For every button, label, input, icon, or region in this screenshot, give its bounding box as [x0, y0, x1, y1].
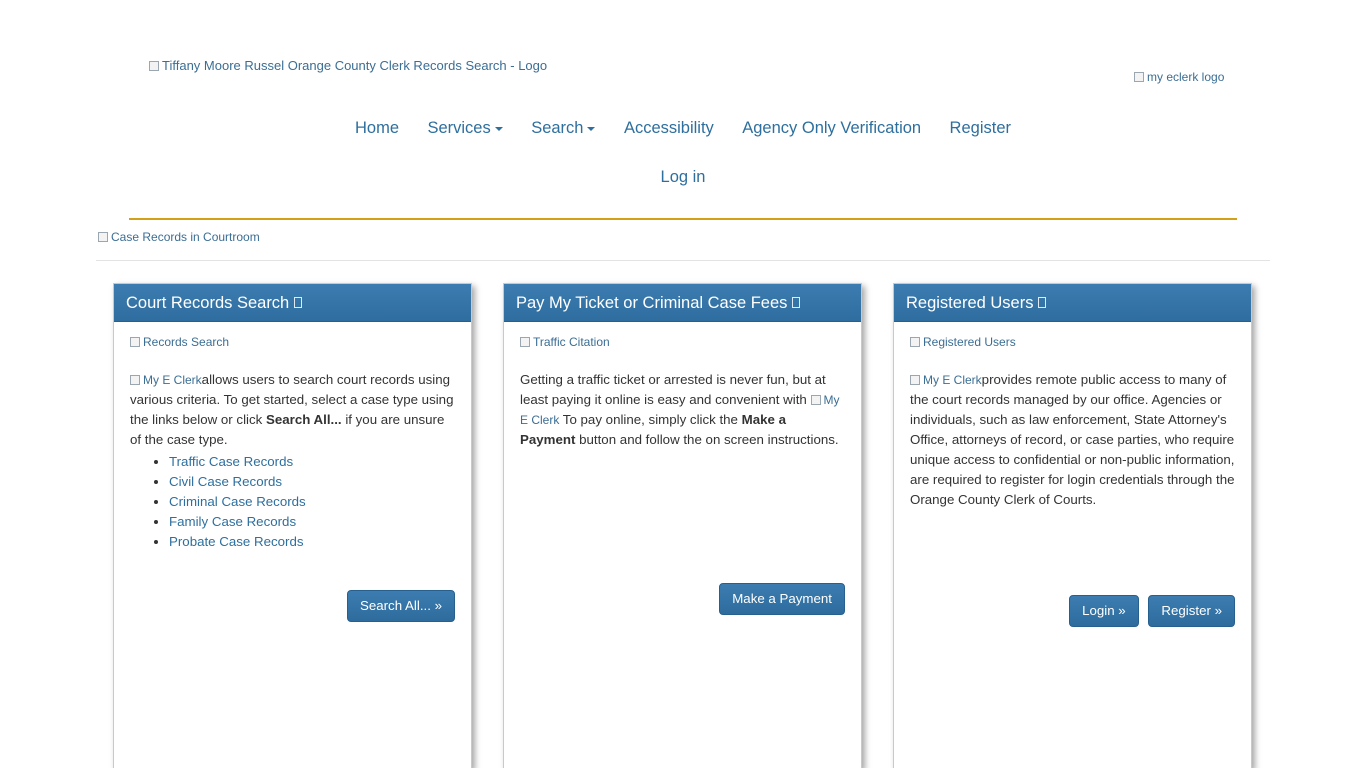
login-button[interactable]: Login » — [1069, 595, 1139, 627]
nav-item-services[interactable] — [415, 108, 514, 148]
court-records-search-description — [130, 370, 455, 450]
site-header — [0, 0, 1366, 222]
broken-image-icon — [1134, 72, 1144, 82]
traffic-citation-broken-image — [520, 332, 845, 352]
records-search-alt-text: Records Search — [143, 335, 230, 349]
broken-image-icon — [910, 337, 920, 347]
hero-banner-broken-image — [96, 222, 1270, 261]
pay-my-ticket-text-part3: button and follow the on screen instructions. — [575, 432, 839, 447]
nav-item-agency-only-verification[interactable] — [730, 108, 933, 148]
registered-users-alt-text: Registered Users — [923, 335, 1016, 349]
missing-glyph-icon — [792, 297, 800, 308]
eclerk-logo-broken-image — [1134, 70, 1224, 84]
broken-image-icon — [910, 375, 920, 385]
broken-image-icon — [130, 337, 140, 347]
site-logo-alt-text: Tiffany Moore Russel Orange County Clerk Records Search - Logo — [162, 58, 548, 73]
registered-users-actions — [1063, 595, 1235, 627]
missing-glyph-icon — [294, 297, 302, 308]
header-divider — [129, 218, 1237, 220]
nav-item-register[interactable] — [938, 108, 1023, 148]
eclerk-logo-alt-text: my eclerk logo — [1147, 70, 1225, 84]
broken-image-icon — [811, 395, 821, 405]
pay-my-ticket-text-part1: Getting a traffic ticket or arrested is never fun, but at least paying it online is easy and convenient with — [520, 372, 826, 407]
panel-pay-my-ticket-title: Pay My Ticket or Criminal Case Fees — [516, 294, 788, 312]
broken-image-icon — [130, 375, 140, 385]
broken-image-icon — [98, 232, 108, 242]
panel-registered-users — [893, 283, 1252, 768]
records-search-broken-image — [130, 332, 455, 352]
main-navigation — [129, 108, 1237, 148]
register-button[interactable]: Register » — [1148, 595, 1235, 627]
site-logo-broken-image — [149, 56, 549, 76]
chevron-down-icon — [495, 127, 503, 131]
case-type-link-list — [130, 452, 455, 552]
nav-item-search-label: Search — [531, 119, 584, 137]
my-e-clerk-inline-broken-image — [130, 373, 202, 387]
nav-item-log-in-label: Log in — [660, 168, 706, 186]
pay-my-ticket-text-part2: To pay online, simply click the — [559, 412, 742, 427]
nav-item-services-label: Services — [427, 119, 491, 137]
panel-registered-users-header — [894, 284, 1251, 322]
list-item — [169, 452, 455, 472]
broken-image-icon — [520, 337, 530, 347]
court-records-search-text-bold: Search All... — [265, 412, 342, 427]
panel-court-records-search-body — [114, 322, 471, 768]
missing-glyph-icon — [1038, 297, 1046, 308]
list-item — [169, 492, 455, 512]
nav-item-home-label: Home — [355, 119, 400, 137]
nav-item-log-in[interactable] — [649, 157, 718, 197]
panel-pay-my-ticket-body — [504, 322, 861, 768]
registered-users-broken-image — [910, 332, 1235, 352]
search-all-button[interactable]: Search All... » — [347, 590, 455, 622]
link-probate-case-records[interactable]: Probate Case Records — [169, 534, 304, 549]
panel-pay-my-ticket-header — [504, 284, 861, 322]
nav-item-search[interactable] — [519, 108, 607, 148]
my-e-clerk-inline-broken-image — [910, 373, 982, 387]
pay-my-ticket-text-bold: Make a Payment — [520, 412, 787, 447]
nav-item-agency-only-verification-label: Agency Only Verification — [742, 119, 922, 137]
nav-item-accessibility-label: Accessibility — [623, 119, 714, 137]
link-traffic-case-records[interactable]: Traffic Case Records — [169, 454, 294, 469]
my-e-clerk-inline-alt-text: My E Clerk — [143, 373, 202, 387]
court-records-search-actions — [341, 590, 455, 622]
link-criminal-case-records[interactable]: Criminal Case Records — [169, 494, 306, 509]
pay-my-ticket-actions — [713, 583, 845, 615]
registered-users-description — [910, 370, 1235, 510]
panel-court-records-search-title: Court Records Search — [126, 294, 290, 312]
main-navigation-second-row — [129, 157, 1237, 197]
chevron-down-icon — [587, 127, 595, 131]
link-civil-case-records[interactable]: Civil Case Records — [169, 474, 283, 489]
list-item — [169, 532, 455, 552]
panel-court-records-search-header — [114, 284, 471, 322]
broken-image-icon — [149, 61, 159, 71]
my-e-clerk-inline-alt-text: My E Clerk — [520, 393, 840, 427]
hero-banner-alt-text: Case Records in Courtroom — [111, 230, 260, 244]
court-records-search-text-part2: if you are unsure of the case type. — [130, 412, 445, 447]
traffic-citation-alt-text: Traffic Citation — [533, 335, 610, 349]
panel-court-records-search — [113, 283, 472, 768]
list-item — [169, 472, 455, 492]
court-records-search-text-part1: allows users to search court records using various criteria. To get started, select a case type using the links below or click — [130, 372, 454, 427]
nav-item-home[interactable] — [343, 108, 411, 148]
panel-registered-users-title: Registered Users — [906, 294, 1034, 312]
registered-users-text-part1: provides remote public access to many of the court records managed by our office. Agencies or individuals, such as law enforcement, State Attorney's Office, attorneys of record, or case parties, who require unique access to confidential or non-public information, are required to register for login credentials through the Orange County Clerk of Courts. — [910, 372, 1235, 507]
make-a-payment-button[interactable]: Make a Payment — [719, 583, 845, 615]
nav-item-register-label: Register — [949, 119, 1011, 137]
pay-my-ticket-description — [520, 370, 845, 450]
panel-pay-my-ticket — [503, 283, 862, 768]
list-item — [169, 512, 455, 532]
link-family-case-records[interactable]: Family Case Records — [169, 514, 297, 529]
my-e-clerk-inline-alt-text: My E Clerk — [923, 373, 982, 387]
nav-item-accessibility[interactable] — [612, 108, 726, 148]
panel-registered-users-body — [894, 322, 1251, 768]
